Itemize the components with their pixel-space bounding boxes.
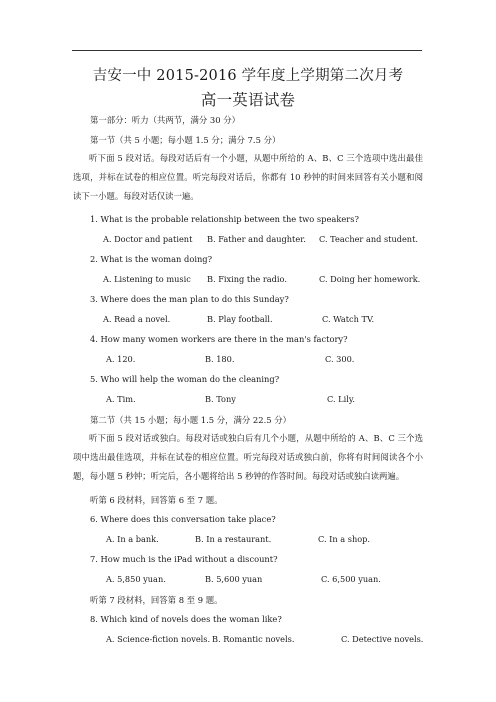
question-6: 6. Where does this conversation take place? <box>90 514 276 524</box>
q2-option-c: C. Doing her homework. <box>319 274 421 284</box>
section1-instructions: 听下面 5 段对话。每段对话后有一个小题，从题中所给的 A、B、C 三个选项中选出最佳选项，并标在试卷的相应位置。听完每段对话后，你都有 10 秒钟的时间来回答有关小题和阅读下一小题。每段对话仅读一遍。 <box>73 153 423 201</box>
q7-option-b: B. 5,600 yuan <box>205 574 263 584</box>
section2-heading: 第二节（共 15 小题；每小题 1.5 分，满分 22.5 分） <box>90 415 291 425</box>
question-5: 5. Who will help the woman do the cleaning? <box>90 374 280 384</box>
q4-option-a: A. 120. <box>106 354 136 364</box>
q1-option-b: B. Father and daughter. <box>207 234 306 244</box>
q4-option-b: B. 180. <box>205 354 235 364</box>
question-3: 3. Where does the man plan to do this Sunday? <box>90 294 289 304</box>
q8-option-c: C. Detective novels. <box>341 634 424 644</box>
section2-instructions: 听下面 5 段对话或独白。每段对话或独白后有几个小题，从题中所给的 A、B、C 三个选项中选出最佳选项，并标在试卷的相应位置。听完每段对话或独白前，你将有时间阅读各个小题，每小题 5 秒钟；听完后，各小题将给出 5 秒钟的作答时间。每段对话或独白读两遍。 <box>73 433 423 481</box>
exam-title: 吉安一中 2015-2016 学年度上学期第二次月考 <box>92 68 404 84</box>
q2-option-a: A. Listening to music <box>103 274 191 284</box>
section1-heading: 第一节（共 5 小题；每小题 1.5 分；满分 7.5 分） <box>90 135 281 145</box>
question-4: 4. How many women workers are there in the man's factory? <box>90 334 348 344</box>
question-8: 8. Which kind of novels does the woman like? <box>90 614 282 624</box>
part1-heading: 第一部分：听力（共两节，满分 30 分） <box>90 115 240 125</box>
question-7: 7. How much is the iPad without a discount? <box>90 554 278 564</box>
material-6-note: 听第 6 段材料，回答第 6 至 7 题。 <box>90 495 223 505</box>
q5-option-b: B. Tony <box>205 394 236 404</box>
q8-option-a: A. Science-fiction novels. <box>106 634 211 644</box>
material-7-note: 听第 7 段材料，回答第 8 至 9 题。 <box>90 595 223 605</box>
q5-option-a: A. Tim. <box>106 394 136 404</box>
q6-option-c: C. In a shop. <box>318 534 371 544</box>
q2-option-b: B. Fixing the radio. <box>207 274 287 284</box>
q1-option-a: A. Doctor and patient <box>103 234 193 244</box>
exam-subtitle: 高一英语试卷 <box>200 91 296 109</box>
q1-option-c: C. Teacher and student. <box>319 234 418 244</box>
q3-option-b: B. Play football. <box>207 314 273 324</box>
question-2: 2. What is the woman doing? <box>90 254 213 264</box>
header-rule <box>72 50 422 51</box>
q7-option-c: C. 6,500 yuan. <box>321 574 381 584</box>
q7-option-a: A. 5,850 yuan. <box>106 574 166 584</box>
q3-option-a: A. Read a novel. <box>103 314 171 324</box>
q6-option-b: B. In a restaurant. <box>195 534 272 544</box>
q8-option-b: B. Romantic novels. <box>212 634 295 644</box>
q5-option-c: C. Lily. <box>327 394 355 404</box>
question-1: 1. What is the probable relationship between the two speakers? <box>90 214 359 224</box>
q6-option-a: A. In a bank. <box>106 534 159 544</box>
q3-option-c: C. Watch TV. <box>322 314 375 324</box>
q4-option-c: C. 300. <box>325 354 355 364</box>
